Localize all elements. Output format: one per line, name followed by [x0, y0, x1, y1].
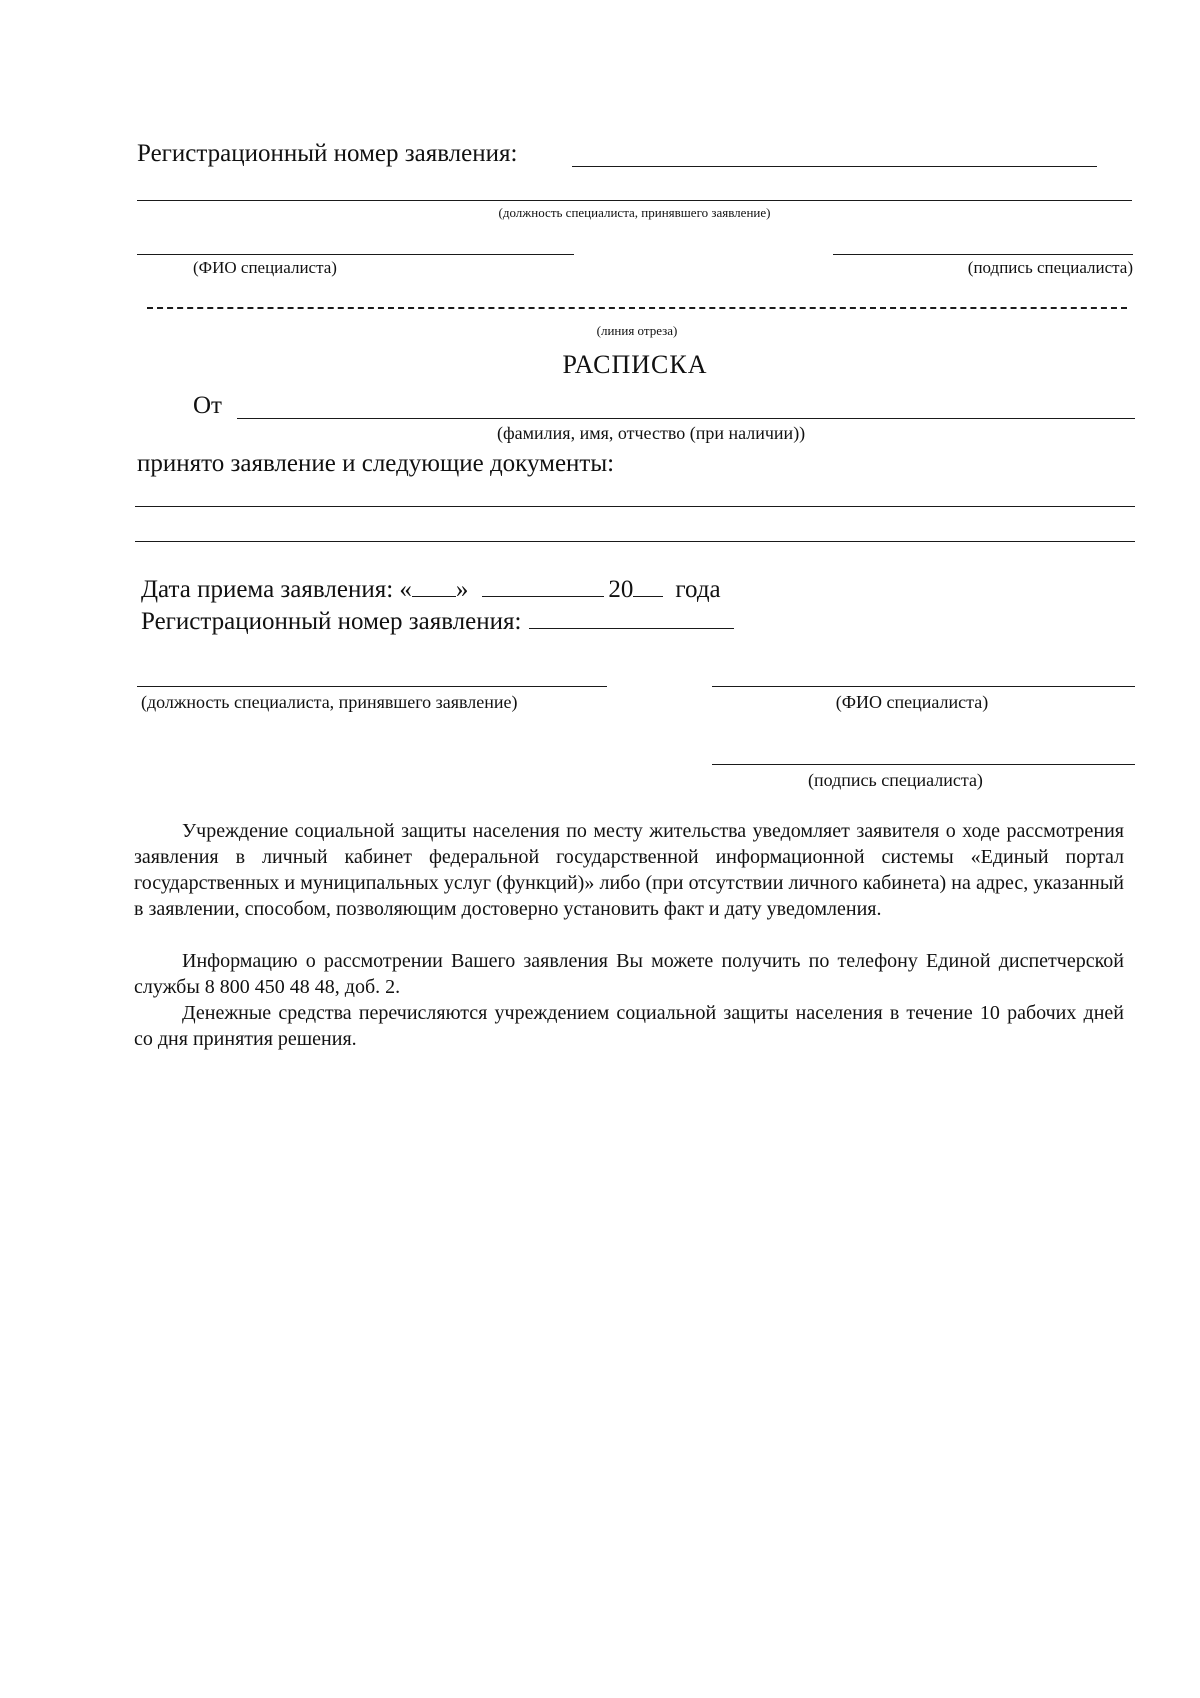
date-year-field[interactable] — [633, 576, 663, 597]
receipt-reg-number-label: Регистрационный номер заявления: — [141, 608, 522, 635]
top-reg-number-label: Регистрационный номер заявления: — [137, 140, 518, 167]
year-prefix: 20 — [608, 576, 634, 603]
accepted-documents-text: принято заявление и следующие документы: — [137, 450, 615, 477]
cut-line-caption: (линия отреза) — [596, 323, 678, 338]
notice-paragraph-2 — [134, 948, 1124, 1000]
receipt-signature-field[interactable] — [712, 764, 1135, 765]
notice-paragraph-1-text: Учреждение социальной защиты населения по месту жительства уведомляет заявителя о ходе рассмотрения заявления в личный кабинет федеральной государственной информационной системы «Единый портал государственных и муниципальных услуг (функций)» либо (при отсутствии личного кабинета) на адрес, указанный в заявлении, способом, позволяющим достоверно установить факт и дату уведомления. — [134, 820, 1124, 920]
top-position-field[interactable] — [137, 200, 1132, 201]
top-signature-caption: (подпись специалиста) — [967, 258, 1133, 277]
notice-paragraph-1 — [134, 818, 1124, 922]
top-position-caption: (должность специалиста, принявшего заявление) — [498, 205, 771, 220]
cut-line — [147, 307, 1127, 309]
top-fio-caption: (ФИО специалиста) — [193, 258, 337, 277]
receipt-title: РАСПИСКА — [562, 350, 708, 379]
top-signature-field[interactable] — [833, 254, 1133, 255]
date-row — [141, 576, 721, 604]
receipt-position-field[interactable] — [137, 686, 607, 687]
notice-paragraph-3 — [134, 1000, 1124, 1052]
date-label: Дата приема заявления: « — [141, 576, 412, 603]
documents-line-1[interactable] — [135, 506, 1135, 507]
date-day-field[interactable] — [412, 576, 456, 597]
from-label: От — [193, 392, 222, 419]
top-fio-field[interactable] — [137, 254, 574, 255]
receipt-signature-caption: (подпись специалиста) — [808, 770, 983, 790]
applicant-name-caption: (фамилия, имя, отчество (при наличии)) — [497, 423, 806, 443]
notice-paragraph-2-text: Информацию о рассмотрении Вашего заявления Вы можете получить по телефону Единой диспетчерской службы 8 800 450 48 48, доб. 2. — [134, 950, 1124, 998]
documents-line-2[interactable] — [135, 541, 1135, 542]
date-quote-close: » — [455, 576, 469, 603]
year-suffix: года — [675, 576, 721, 603]
receipt-fio-field[interactable] — [712, 686, 1135, 687]
notice-paragraph-3-text: Денежные средства перечисляются учреждением социальной защиты населения в течение 10 рабочих дней со дня принятия решения. — [134, 1002, 1124, 1050]
applicant-name-field[interactable] — [237, 418, 1135, 419]
date-month-field[interactable] — [482, 576, 604, 597]
receipt-position-caption: (должность специалиста, принявшего заявление) — [141, 692, 518, 712]
top-reg-number-field[interactable] — [572, 166, 1097, 167]
receipt-reg-number-field[interactable] — [529, 608, 734, 629]
receipt-reg-number-row — [141, 608, 734, 636]
receipt-fio-caption: (ФИО специалиста) — [835, 692, 989, 712]
